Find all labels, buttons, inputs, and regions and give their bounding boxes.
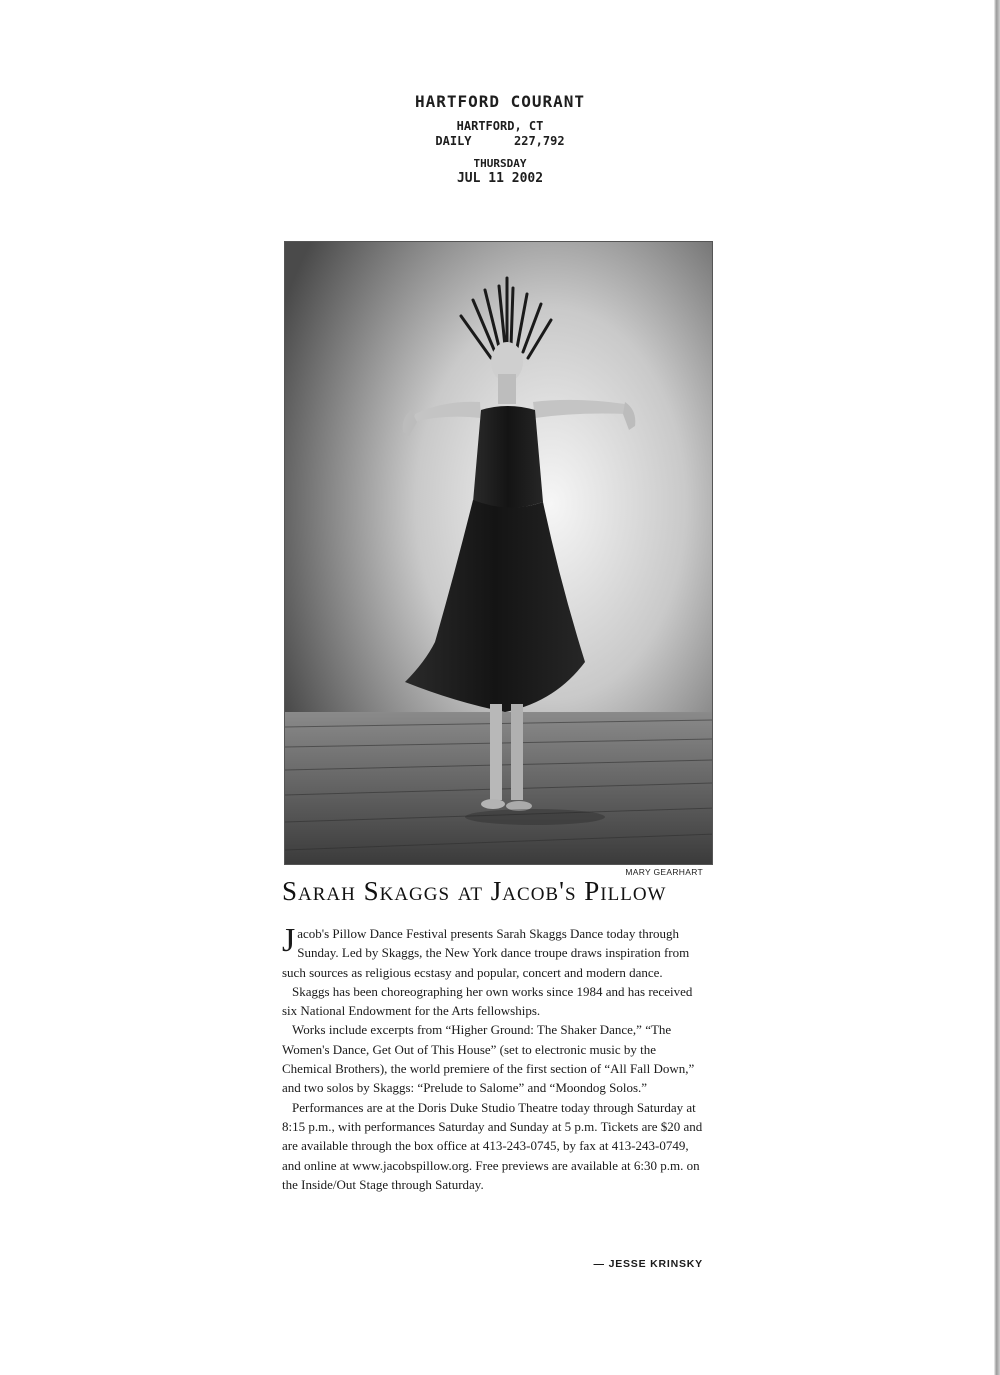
clipping-stamp-date: JUL 11 2002 — [456, 171, 544, 186]
article-headline: Sarah Skaggs at Jacob's Pillow — [282, 876, 667, 906]
photo-credit: MARY GEARHART — [625, 867, 703, 877]
clipping-stamp-paper: HARTFORD COURANT — [414, 92, 586, 111]
clipping-stamp-frequency: DAILY — [435, 134, 472, 148]
article-body — [282, 924, 707, 1194]
paragraph-1-text: acob's Pillow Dance Festival presents Sarah Skaggs Dance today through Sunday. Led by Skaggs, the New York dance troupe draws inspiration from such sources as religious ecstasy and popular, concert and modern dance. — [282, 926, 690, 980]
page-edge-shadow — [994, 0, 1000, 1375]
article-paragraph-3: Works include excerpts from “Higher Ground: The Shaker Dance,” “The Women's Dance, Get Out of This House” (set to electronic music by the Chemical Brothers), the world premiere of the first section of “All Fall Down,” and two solos by Skaggs: “Prelude to Salome” and “Moondog Solos.” — [282, 1022, 695, 1096]
clipping-stamp-circulation — [0, 134, 1000, 148]
clipping-stamp-city: HARTFORD, CT — [456, 119, 544, 133]
article-byline: — JESSE KRINSKY — [593, 1258, 703, 1270]
article-paragraph-4: Performances are at the Doris Duke Studio Theatre today through Saturday at 8:15 p.m., with performances Saturday and Sunday at 5 p.m. Tickets are $20 and are available through the box office at 413-243-0745, by fax at 413-243-0749, and online at www.jacobspillow.org. Free previews are available at 6:30 p.m. on the Inside/Out Stage through Saturday. — [282, 1099, 703, 1192]
article-paragraph-2: Skaggs has been choreographing her own works since 1984 and has received six National Endowment for the Arts fellowships. — [282, 983, 693, 1019]
dancer-photo — [284, 241, 713, 865]
article-paragraph-1 — [282, 924, 707, 982]
clipping-stamp-day: THURSDAY — [473, 157, 527, 170]
clipping-stamp-count: 227,792 — [514, 134, 565, 148]
drop-cap: J — [282, 922, 296, 959]
